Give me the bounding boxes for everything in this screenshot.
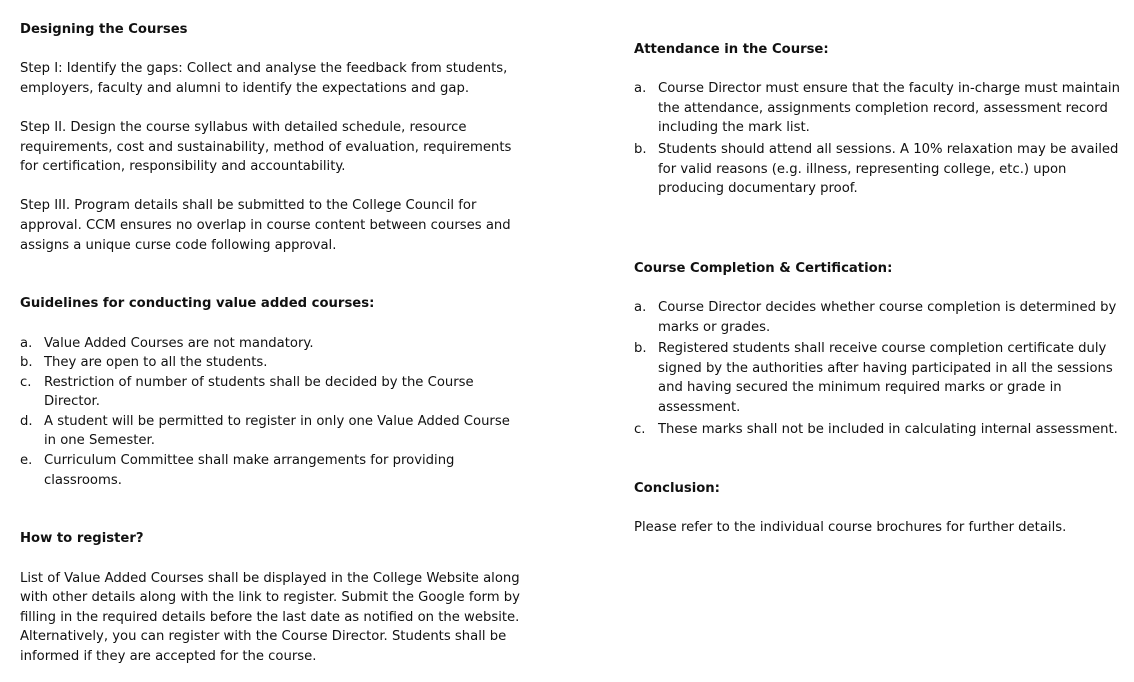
list-item-text: Registered students shall receive course completion certificate duly signed by the authorities after having participated in all the sessions and having secured the minimum required marks or grade in assessment. (658, 341, 1113, 415)
list-marker: b. (20, 355, 33, 371)
list-item-text: Students should attend all sessions. A 10% relaxation may be availed for valid reasons (e.g. illness, representing college, etc.) upon producing documentary proof. (658, 141, 1119, 197)
list-marker: b. (634, 341, 647, 357)
completion-heading: Course Completion & Certification: (634, 260, 893, 276)
guidelines-heading: Guidelines for conducting value added courses: (20, 296, 375, 312)
list-marker: a. (634, 299, 647, 315)
guidelines-section (20, 294, 520, 490)
step-1-text: Step I: Identify the gaps: Collect and analyse the feedback from students, employers, faculty and alumni to identify the expectations and gap. (20, 61, 508, 96)
list-item (20, 451, 520, 490)
conclusion-heading: Conclusion: (634, 481, 720, 497)
conclusion-section (634, 479, 1124, 538)
list-item-text: Curriculum Committee shall make arrangements for providing classrooms. (44, 453, 455, 488)
list-item (20, 412, 520, 451)
list-marker: b. (634, 141, 647, 157)
conclusion-text: Please refer to the individual course brochures for further details. (634, 520, 1067, 536)
list-item-text: Course Director decides whether course completion is determined by marks or grades. (658, 299, 1117, 335)
list-item (634, 339, 1124, 417)
right-column (634, 40, 1124, 538)
register-section (20, 529, 520, 666)
completion-section (634, 259, 1124, 439)
list-item (634, 140, 1124, 199)
list-item (634, 420, 1124, 440)
attendance-list (634, 79, 1124, 199)
designing-section (20, 20, 520, 255)
list-item (20, 353, 520, 373)
list-item (20, 334, 520, 354)
list-item-text: They are open to all the students. (44, 355, 268, 371)
list-marker: c. (20, 374, 32, 390)
list-marker: e. (20, 453, 33, 469)
list-item-text: Restriction of number of students shall be decided by the Course Director. (44, 374, 474, 410)
list-item-text: A student will be permitted to register in only one Value Added Course in one Semester. (44, 413, 510, 449)
list-marker: c. (634, 421, 646, 437)
list-item (20, 373, 520, 412)
register-text: List of Value Added Courses shall be displayed in the College Website along with other details along with the link to register. Submit the Google form by filling in the required details before the last date as notified on the website. Alternatively, you can register with the Course Director. Students shall be informed if they are accepted for the course. (20, 570, 520, 664)
left-column (20, 20, 520, 667)
guidelines-list (20, 334, 520, 491)
list-marker: a. (20, 335, 33, 351)
step-3-text: Step III. Program details shall be submitted to the College Council for approval. CCM ensures no overlap in course content between courses and assigns a unique curse code following approval. (20, 198, 511, 253)
list-item-text: Value Added Courses are not mandatory. (44, 335, 314, 351)
attendance-heading: Attendance in the Course: (634, 42, 829, 57)
list-marker: d. (20, 413, 33, 429)
list-item-text: Course Director must ensure that the faculty in-charge must maintain the attendance, assignments completion record, assessment record including the mark list. (658, 81, 1120, 136)
completion-list (634, 298, 1124, 439)
register-heading: How to register? (20, 531, 144, 547)
designing-heading: Designing the Courses (20, 22, 188, 37)
list-item (634, 79, 1124, 138)
list-item (634, 298, 1124, 337)
list-item-text: These marks shall not be included in calculating internal assessment. (658, 421, 1118, 437)
step-2-text: Step II. Design the course syllabus with detailed schedule, resource requirements, cost and sustainability, method of evaluation, requirements for certification, responsibility and accountability. (20, 119, 512, 175)
attendance-section (634, 40, 1124, 199)
list-marker: a. (634, 81, 647, 97)
